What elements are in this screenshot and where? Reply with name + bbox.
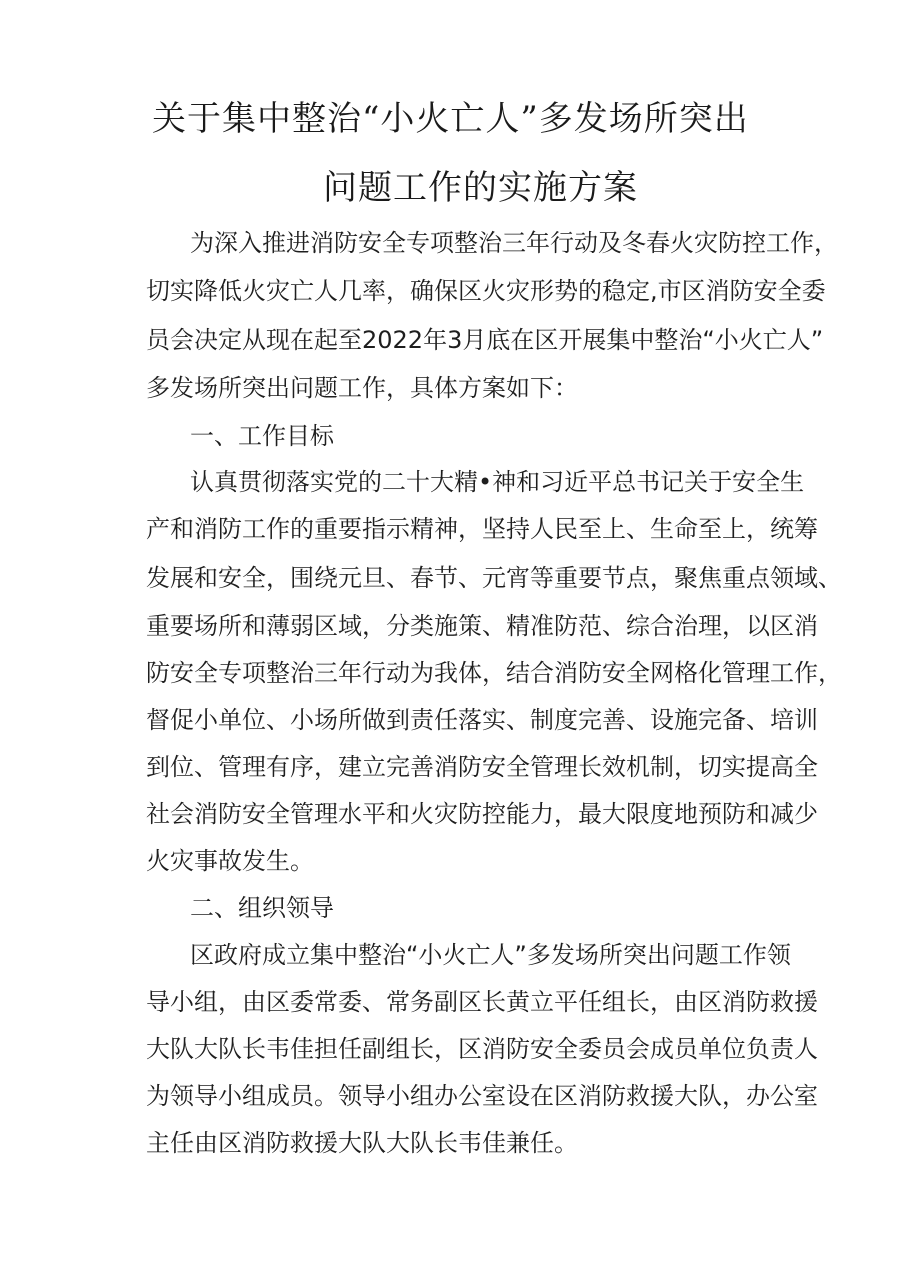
section1-line: 认真贯彻落实党的二十大精•神和习近平总书记关于安全生	[190, 468, 805, 496]
section2-line: 大队大队长韦佳担任副组长，区消防安全委员会成员单位负责人	[146, 1035, 818, 1063]
section2-line: 区政府成立集中整治“小火亡人”多发场所突出问题工作领	[190, 941, 791, 969]
section1-line: 产和消防工作的重要指示精神，坚持人民至上、生命至上，统筹	[146, 515, 818, 543]
section-heading-organization: 二、组织领导	[190, 894, 334, 922]
section1-line: 社会消防安全管理水平和火灾防控能力，最大限度地预防和减少	[146, 800, 818, 828]
section2-line: 主任由区消防救援大队大队长韦佳兼任。	[146, 1129, 578, 1157]
section1-line: 防安全专项整治三年行动为我体，结合消防安全网格化管理工作，	[146, 659, 842, 687]
document-title-line-1: 关于集中整治“小火亡人”多发场所突出	[152, 99, 749, 139]
intro-line: 为深入推进消防安全专项整治三年行动及冬春火灾防控工作，	[190, 229, 838, 257]
section1-line: 火灾事故发生。	[146, 847, 314, 875]
section1-line: 到位、管理有序，建立完善消防安全管理长效机制，切实提高全	[146, 753, 818, 781]
intro-line: 员会决定从现在起至2022年3月底在区开展集中整治“小火亡人”	[146, 326, 824, 354]
intro-line: 多发场所突出问题工作，具体方案如下：	[146, 374, 578, 402]
section1-line: 发展和安全，围绕元旦、春节、元宵等重要节点，聚焦重点领域、	[146, 564, 842, 592]
section2-line: 为领导小组成员。领导小组办公室设在区消防救援大队，办公室	[146, 1082, 818, 1110]
section-heading-goals: 一、工作目标	[190, 422, 334, 450]
document-title-line-2: 问题工作的实施方案	[323, 168, 638, 208]
section1-line: 重要场所和薄弱区域，分类施策、精准防范、综合治理，以区消	[146, 612, 818, 640]
intro-line: 切实降低火灾亡人几率，确保区火灾形势的稳定,市区消防安全委	[146, 277, 826, 305]
section2-line: 导小组，由区委常委、常务副区长黄立平任组长，由区消防救援	[146, 988, 818, 1016]
section1-line: 督促小单位、小场所做到责任落实、制度完善、设施完备、培训	[146, 706, 818, 734]
